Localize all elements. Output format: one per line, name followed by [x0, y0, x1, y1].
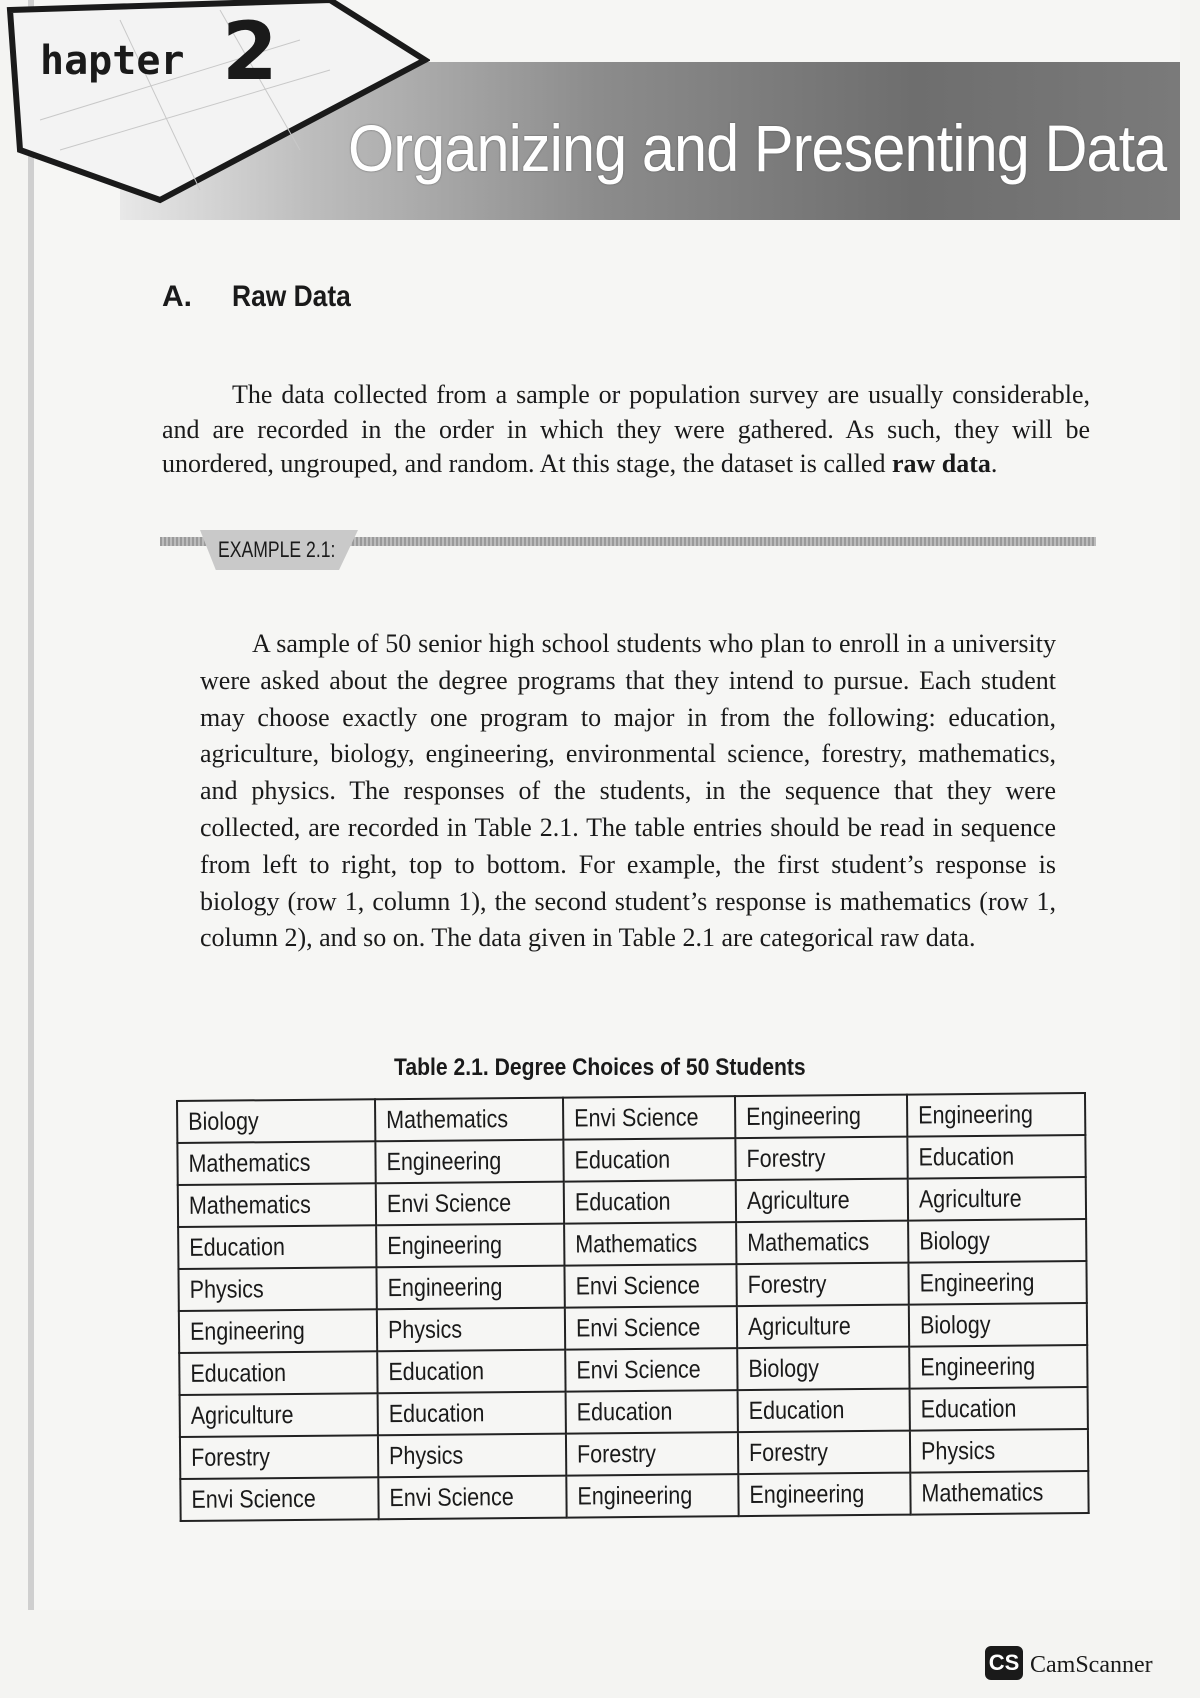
- section-title: Raw Data: [232, 280, 351, 313]
- table-cell: Physics: [910, 1429, 1088, 1473]
- table-cell: Physics: [378, 1434, 566, 1478]
- paragraph-end: .: [990, 449, 998, 478]
- table-cell: Agriculture: [908, 1177, 1086, 1221]
- table-cell: Engineering: [907, 1093, 1085, 1137]
- table-row: [180, 1471, 1088, 1521]
- table-cell: Envi Science: [564, 1264, 736, 1307]
- table-cell: Mathematics: [177, 1141, 375, 1185]
- table-cell: Engineering: [738, 1473, 910, 1516]
- table-cell: Biology: [909, 1303, 1087, 1347]
- table-cell: Agriculture: [737, 1305, 909, 1348]
- table-cell: Education: [563, 1138, 735, 1181]
- table-cell: Forestry: [735, 1137, 907, 1180]
- table-cell: Engineering: [566, 1474, 738, 1517]
- table-cell: Physics: [178, 1267, 376, 1311]
- paragraph-text: The data collected from a sample or population survey are usually considerable, and are recorded in the order in which they were gathered. As such, they will be unordered, ungrouped, and random. At this stage, the dataset is called: [162, 380, 1090, 478]
- table-cell: Mathematics: [564, 1222, 736, 1265]
- table-cell: Engineering: [735, 1095, 907, 1138]
- table-cell: Forestry: [566, 1432, 738, 1475]
- example-label: EXAMPLE 2.1:: [218, 537, 336, 562]
- table-cell: Envi Science: [180, 1477, 378, 1521]
- example-paragraph: A sample of 50 senior high school students who plan to enroll in a university were asked about the degree programs that they intend to pursue. Each student may choose exactly one program to major in from the following: education, agriculture, biology, engineering, environmental science, forestry, mathematics, and physics. The responses of the students, in the sequence that they were collected, are recorded in Table 2.1. The table entries should be read in sequence from left to right, top to bottom. For example, the first student’s response is biology (row 1, column 1), the second student’s response is mathematics (row 1, column 2), and so on. The data given in Table 2.1 are categorical raw data.: [200, 629, 1056, 953]
- table-cell: Education: [377, 1350, 565, 1394]
- table-caption-text: Table 2.1. Degree Choices of 50 Students: [394, 1054, 806, 1081]
- table-cell: Education: [564, 1180, 736, 1223]
- table-cell: Forestry: [180, 1435, 378, 1479]
- table-cell: Mathematics: [736, 1221, 908, 1264]
- table-cell: Mathematics: [178, 1183, 376, 1227]
- raw-data-term: raw data: [891, 449, 991, 478]
- table-cell: Biology: [737, 1347, 909, 1390]
- camscanner-watermark: CamScanner: [1030, 1652, 1153, 1678]
- table-cell: Engineering: [908, 1261, 1086, 1305]
- degree-choices-table: [176, 1092, 1090, 1522]
- chapter-title: Organizing and Presenting Data: [348, 111, 1167, 185]
- table-cell: Engineering: [179, 1309, 377, 1353]
- table-cell: Forestry: [736, 1263, 908, 1306]
- table-cell: Education: [179, 1351, 377, 1395]
- table-cell: Education: [178, 1225, 376, 1269]
- section-letter: A.: [162, 280, 192, 313]
- table-cell: Envi Science: [565, 1306, 737, 1349]
- table-cell: Envi Science: [565, 1348, 737, 1391]
- camscanner-logo-icon: CS: [985, 1646, 1023, 1680]
- table-cell: Mathematics: [375, 1098, 563, 1142]
- table-cell: Biology: [908, 1219, 1086, 1263]
- chapter-label: hapter: [40, 38, 185, 84]
- table-cell: Envi Science: [378, 1476, 566, 1520]
- table-cell: Engineering: [376, 1266, 564, 1310]
- chapter-number: 2: [222, 5, 278, 98]
- table-cell: Engineering: [909, 1345, 1087, 1389]
- raw-data-paragraph: [162, 378, 1090, 482]
- page-edge-shadow: [28, 0, 34, 1610]
- table-cell: Agriculture: [180, 1393, 378, 1437]
- table-cell: Education: [738, 1389, 910, 1432]
- table-cell: Physics: [377, 1308, 565, 1352]
- table-cell: Envi Science: [376, 1182, 564, 1226]
- table-cell: Forestry: [738, 1431, 910, 1474]
- table-cell: Engineering: [375, 1140, 563, 1184]
- table-cell: Education: [907, 1135, 1085, 1179]
- table-cell: Education: [910, 1387, 1088, 1431]
- table-cell: Agriculture: [736, 1179, 908, 1222]
- table-cell: Engineering: [376, 1224, 564, 1268]
- table-cell: Education: [566, 1390, 738, 1433]
- table-cell: Biology: [177, 1099, 375, 1143]
- table-cell: Education: [378, 1392, 566, 1436]
- table-caption: [0, 1054, 1200, 1082]
- table-cell: Mathematics: [910, 1471, 1088, 1515]
- table-cell: Envi Science: [563, 1096, 735, 1139]
